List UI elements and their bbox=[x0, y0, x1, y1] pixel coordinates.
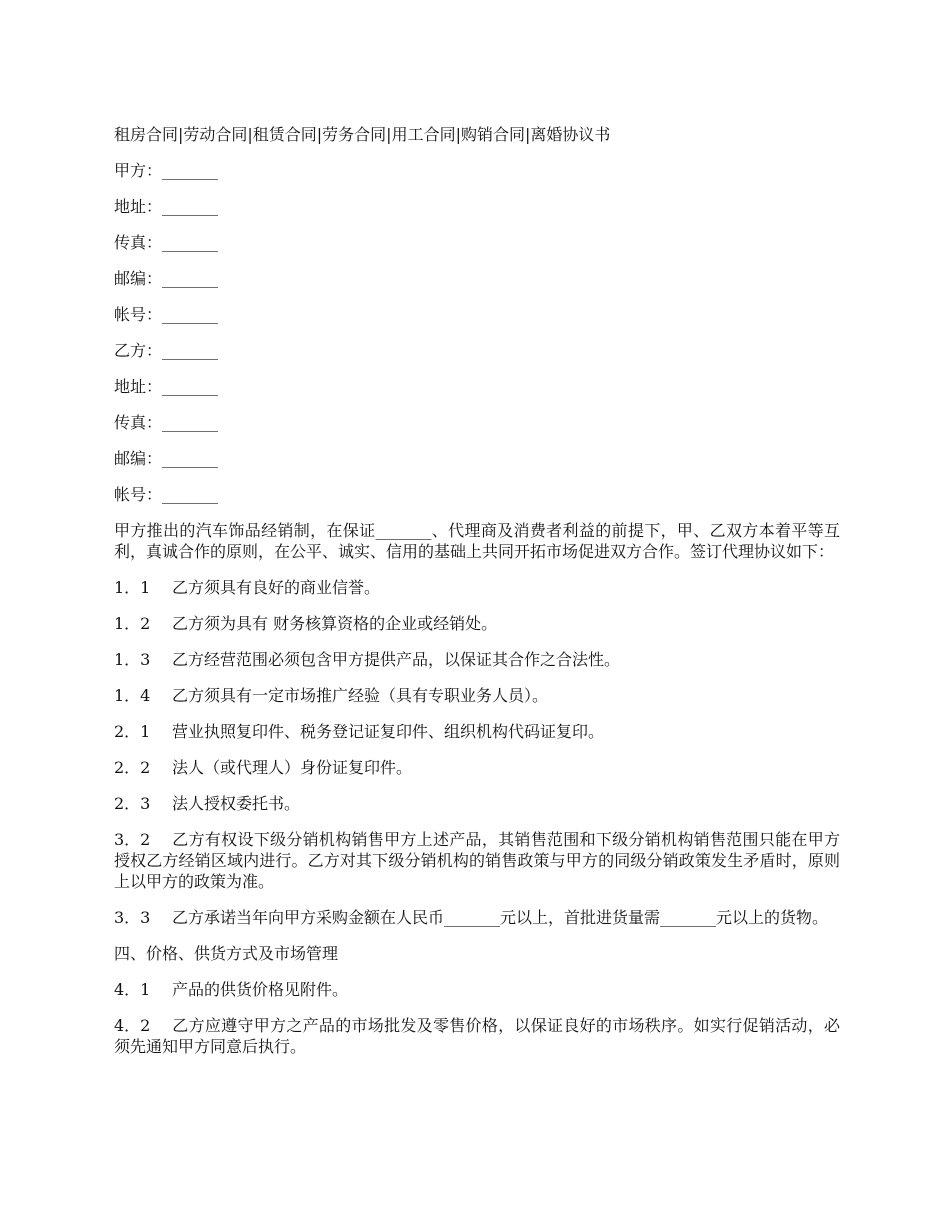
clause bbox=[114, 721, 840, 742]
clause-number: 2．3 bbox=[114, 794, 151, 813]
clause-text: 乙方须具有一定市场推广经验（具有专职业务人员）。 bbox=[172, 686, 549, 705]
party-b-name-field: 乙方：_______ bbox=[114, 341, 219, 360]
contract-type-header: 租房合同|劳动合同|租赁合同|劳务合同|用工合同|购销合同|离婚协议书 bbox=[114, 125, 611, 144]
clause-number: 1．4 bbox=[114, 686, 151, 705]
clause-text: 法人（或代理人）身份证复印件。 bbox=[172, 758, 413, 777]
clause bbox=[114, 613, 840, 634]
party-a-postcode-field: 邮编：_______ bbox=[114, 269, 219, 288]
clause bbox=[114, 577, 840, 598]
party-a-account-field: 帐号：_______ bbox=[114, 305, 219, 324]
clause-number: 3．3 bbox=[114, 908, 151, 927]
party-b-address-field: 地址：_______ bbox=[114, 377, 219, 396]
party-b-postcode-field: 邮编：_______ bbox=[114, 449, 219, 468]
clause-number: 2．2 bbox=[114, 758, 151, 777]
party-b-block bbox=[114, 340, 840, 505]
intro-paragraph: 甲方推出的汽车饰品经销制，在保证_______、代理商及消费者利益的前提下，甲、乙双方本着平等互利，真诚合作的原则，在公平、诚实、信用的基础上共同开拓市场促进双方合作。签订代理协议如下： bbox=[114, 521, 840, 561]
clause bbox=[114, 757, 840, 778]
clause-number: 4．1 bbox=[114, 980, 151, 999]
clause-text: 乙方须具有良好的商业信誉。 bbox=[172, 578, 381, 597]
clause-number: 1．1 bbox=[114, 578, 151, 597]
clause-text: 产品的供货价格见附件。 bbox=[172, 980, 349, 999]
clause-text: 营业执照复印件、税务登记证复印件、组织机构代码证复印。 bbox=[172, 722, 605, 741]
clause-number: 1．3 bbox=[114, 650, 151, 669]
clause-number: 3．2 bbox=[114, 830, 151, 849]
clause bbox=[114, 685, 840, 706]
clause-text: 乙方承诺当年向甲方采购金额在人民币_______元以上，首批进货量需_______元以上的货物。 bbox=[172, 908, 829, 927]
party-a-name-field: 甲方：_______ bbox=[114, 161, 219, 180]
party-a-block bbox=[114, 160, 840, 325]
clause-number: 4．2 bbox=[114, 1016, 151, 1035]
clause-text: 乙方须为具有 财务核算资格的企业或经销处。 bbox=[172, 614, 498, 633]
clause-number: 1．2 bbox=[114, 614, 151, 633]
clause bbox=[114, 1015, 840, 1057]
clause bbox=[114, 979, 840, 1000]
clause-number: 2．1 bbox=[114, 722, 151, 741]
clause-text: 法人授权委托书。 bbox=[172, 794, 301, 813]
section-title: 四、价格、供货方式及市场管理 bbox=[114, 944, 339, 963]
document-page bbox=[114, 124, 840, 1072]
party-b-fax-field: 传真：_______ bbox=[114, 413, 219, 432]
party-a-fax-field: 传真：_______ bbox=[114, 233, 219, 252]
clause-text: 乙方有权设下级分销机构销售甲方上述产品，其销售范围和下级分销机构销售范围只能在甲方授权乙方经销区域内进行。乙方对其下级分销机构的销售政策与甲方的同级分销政策发生矛盾时，原则上以甲方的政策为准。 bbox=[114, 830, 840, 891]
clause bbox=[114, 649, 840, 670]
party-b-account-field: 帐号：_______ bbox=[114, 485, 219, 504]
clause-text: 乙方经营范围必须包含甲方提供产品，以保证其合作之合法性。 bbox=[172, 650, 621, 669]
clause bbox=[114, 907, 840, 928]
party-a-address-field: 地址：_______ bbox=[114, 197, 219, 216]
clause bbox=[114, 829, 840, 892]
clause bbox=[114, 793, 840, 814]
clause-text: 乙方应遵守甲方之产品的市场批发及零售价格，以保证良好的市场秩序。如实行促销活动，必须先通知甲方同意后执行。 bbox=[114, 1016, 840, 1056]
